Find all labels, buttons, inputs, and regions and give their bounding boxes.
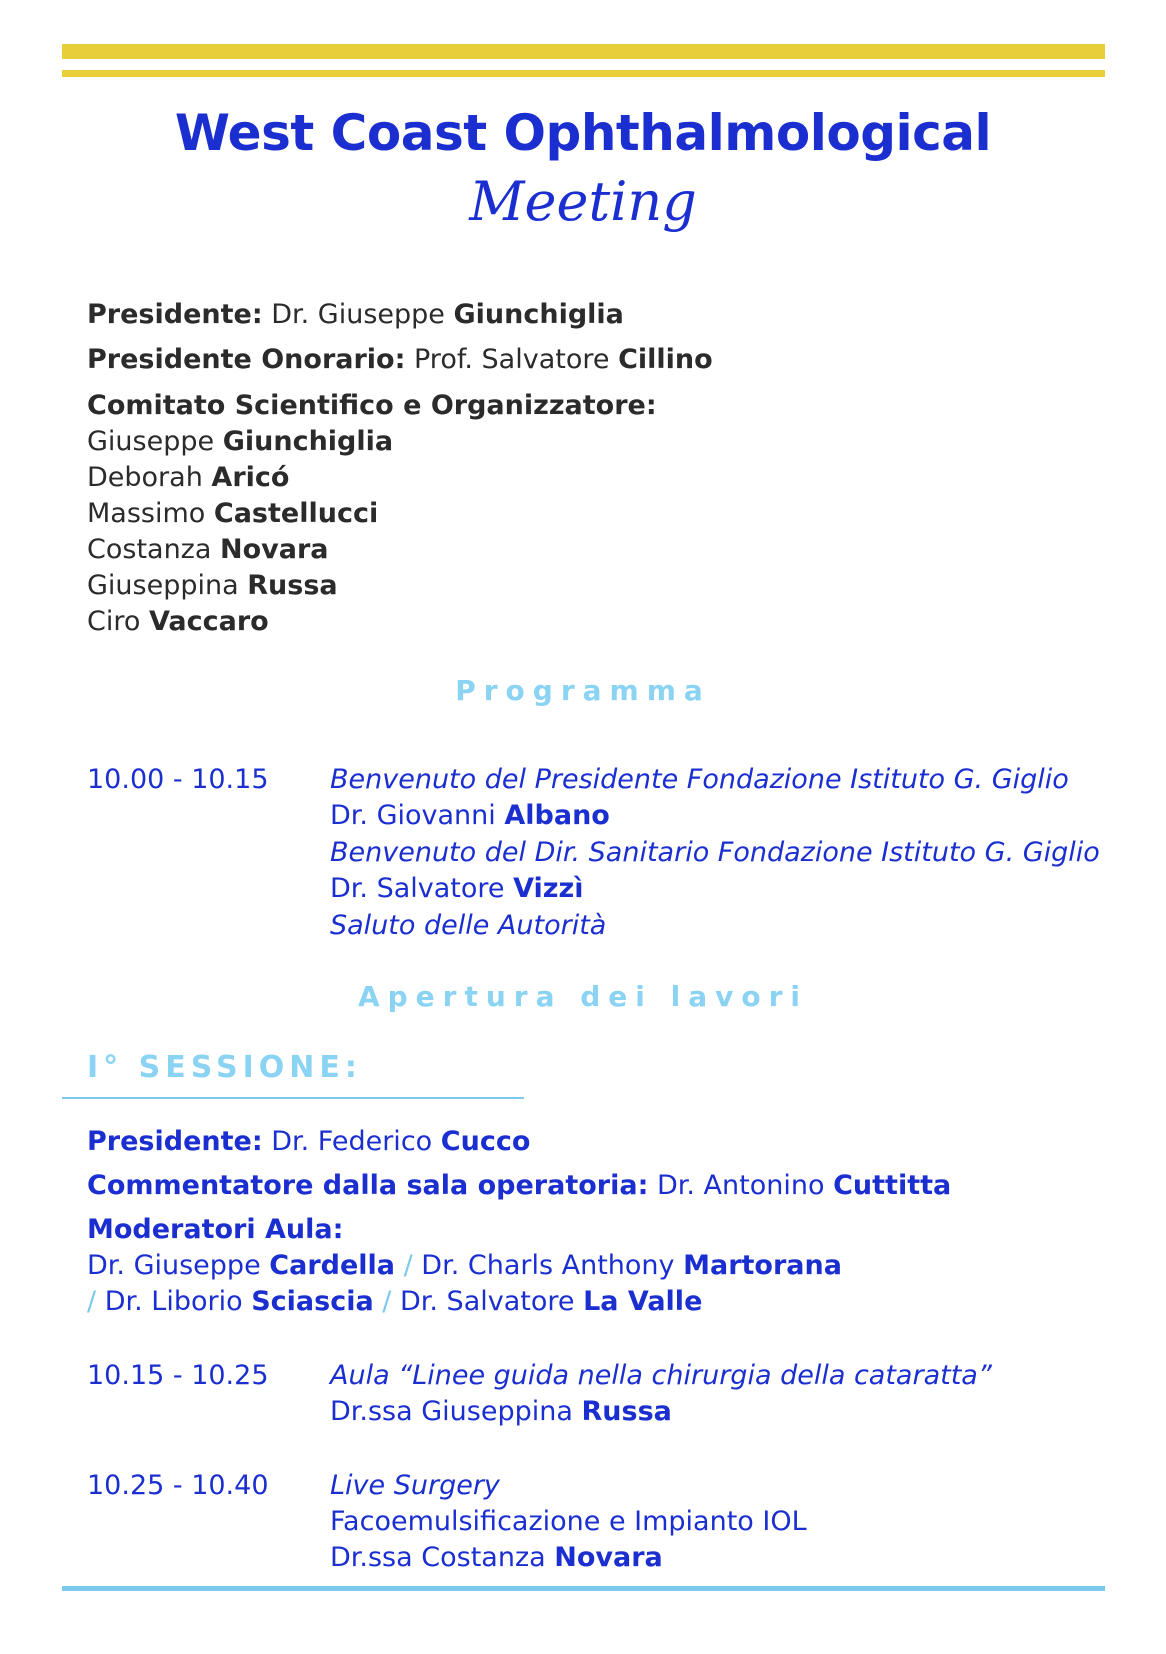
member-last-name: Russa <box>247 570 338 601</box>
session-commentatore-line <box>87 1170 951 1201</box>
speaker-prefix: Dr. Salvatore <box>330 873 505 904</box>
session-moderatori-row-1 <box>87 1250 842 1281</box>
item-title: Live Surgery <box>330 1470 500 1501</box>
item-time: 10.15 - 10.25 <box>87 1360 269 1391</box>
item-speaker <box>330 1542 663 1573</box>
member-last-name: Aricó <box>211 462 290 493</box>
moderator-separator: / <box>382 1286 392 1317</box>
onorario-label: Presidente Onorario: <box>87 344 406 375</box>
speaker-surname: Cardella <box>269 1250 395 1281</box>
apertura-heading: Apertura dei lavori <box>357 980 809 1013</box>
moderator-separator: / <box>87 1286 97 1317</box>
presidente-prefix: Dr. Giuseppe <box>271 299 445 330</box>
session-moderatori-row-2 <box>87 1286 702 1317</box>
comitato-member <box>87 426 393 457</box>
onorario-surname: Cillino <box>618 344 713 375</box>
opening-authorities: Saluto delle Autorità <box>330 910 607 941</box>
item-detail: Facoemulsificazione e Impianto IOL <box>330 1506 807 1537</box>
opening-speaker-2 <box>330 873 583 904</box>
member-first-name: Deborah <box>87 462 203 493</box>
speaker-prefix: Dr. Charls Anthony <box>421 1250 675 1281</box>
speaker-surname: Cucco <box>440 1126 531 1157</box>
speaker-surname: Albano <box>504 800 610 831</box>
item-title: Aula “Linee guida nella chirurgia della cataratta” <box>330 1360 992 1391</box>
comitato-member <box>87 498 378 529</box>
comitato-label: Comitato Scientifico e Organizzatore: <box>87 390 657 421</box>
top-decorative-thin-bar <box>62 70 1105 77</box>
session-heading: I° SESSIONE: <box>87 1050 362 1085</box>
speaker-surname: Sciascia <box>251 1286 374 1317</box>
presidente-surname: Giunchiglia <box>453 299 624 330</box>
comitato-member <box>87 534 329 565</box>
speaker-prefix: Dr. Antonino <box>656 1170 825 1201</box>
speaker-surname: La Valle <box>583 1286 703 1317</box>
page-subtitle: Meeting <box>469 170 697 233</box>
speaker-surname: Cuttitta <box>833 1170 952 1201</box>
session-divider <box>62 1097 524 1099</box>
member-first-name: Giuseppina <box>87 570 239 601</box>
speaker-prefix: Dr. Liborio <box>104 1286 243 1317</box>
speaker-surname: Novara <box>554 1542 663 1573</box>
onorario-line <box>87 344 713 375</box>
member-last-name: Giunchiglia <box>222 426 394 457</box>
opening-welcome-director: Benvenuto del Dir. Sanitario Fondazione Istituto G. Giglio <box>330 837 1100 868</box>
presidente-line <box>87 299 624 330</box>
session-commentatore-label: Commentatore dalla sala operatoria: <box>87 1170 649 1201</box>
member-first-name: Costanza <box>87 534 212 565</box>
item-speaker <box>330 1396 672 1427</box>
onorario-prefix: Prof. Salvatore <box>414 344 610 375</box>
presidente-label: Presidente: <box>87 299 263 330</box>
comitato-member <box>87 462 289 493</box>
speaker-prefix: Dr. Giovanni <box>330 800 496 831</box>
moderator-separator: / <box>403 1250 413 1281</box>
member-last-name: Novara <box>220 534 329 565</box>
item-time: 10.25 - 10.40 <box>87 1470 269 1501</box>
member-last-name: Vaccaro <box>148 606 269 637</box>
session-moderatori-label: Moderatori Aula: <box>87 1214 344 1245</box>
session-presidente-label: Presidente: <box>87 1126 263 1157</box>
session-presidente-line <box>87 1126 530 1157</box>
speaker-prefix: Dr. Salvatore <box>399 1286 575 1317</box>
page-title: West Coast Ophthalmological <box>174 104 992 162</box>
member-first-name: Ciro <box>87 606 141 637</box>
speaker-surname: Russa <box>581 1396 672 1427</box>
opening-welcome-president: Benvenuto del Presidente Fondazione Istituto G. Giglio <box>330 764 1069 795</box>
speaker-surname: Vizzì <box>513 873 584 904</box>
top-decorative-bar <box>62 44 1105 59</box>
speaker-prefix: Dr. Giuseppe <box>87 1250 261 1281</box>
comitato-member <box>87 606 269 637</box>
opening-time: 10.00 - 10.15 <box>87 764 269 795</box>
speaker-prefix: Dr.ssa Giuseppina <box>330 1396 573 1427</box>
member-first-name: Giuseppe <box>87 426 215 457</box>
speaker-prefix: Dr. Federico <box>271 1126 433 1157</box>
member-last-name: Castellucci <box>213 498 379 529</box>
programma-heading: Programma <box>455 674 711 707</box>
bottom-decorative-bar <box>62 1586 1105 1591</box>
speaker-surname: Martorana <box>683 1250 842 1281</box>
opening-speaker-1 <box>330 800 610 831</box>
speaker-prefix: Dr.ssa Costanza <box>330 1542 546 1573</box>
comitato-member <box>87 570 338 601</box>
member-first-name: Massimo <box>87 498 206 529</box>
